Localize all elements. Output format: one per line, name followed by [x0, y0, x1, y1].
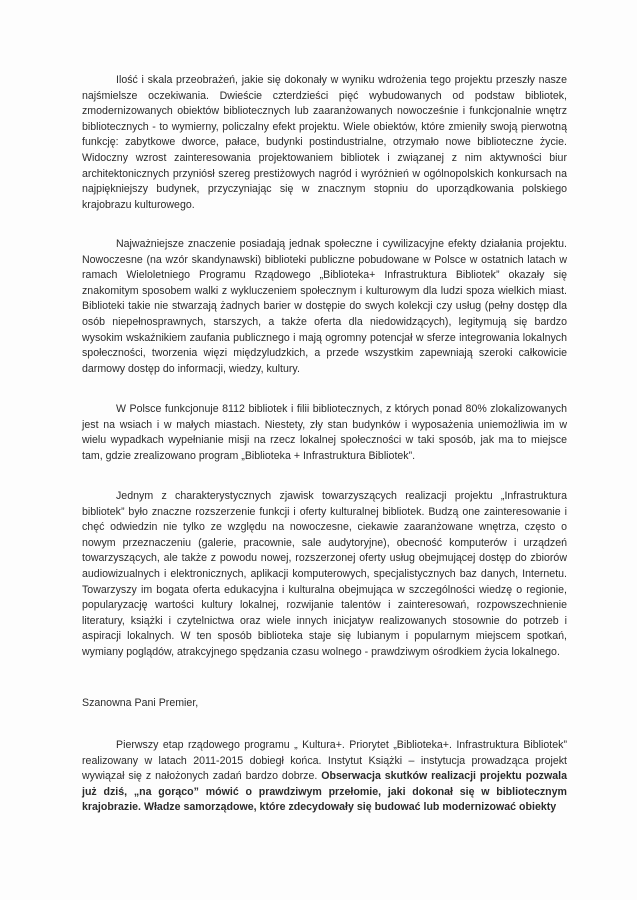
salutation	[82, 696, 567, 712]
paragraph-bold-segment: Obserwacja skutków realizacji projektu pozwala już dziś, „na gorąco” mówić o prawdziwym przełomie, jaki dokonał się w bibliotecznym krajobrazie. Władze samorządowe, które zdecydowały się budować lub modernizować obiekty	[82, 770, 567, 814]
paragraph-segment: Pierwszy etap rządowego programu „ Kultura+. Priorytet „Biblioteka+. Infrastruktura Bibliotek” realizowany w latach 2011-2015 dobiegł końca. Instytut Książki – instytucja prowadząca projekt wywiązał się z nałożonych zadań bardzo dobrze.	[82, 739, 567, 783]
paragraph-segment: Najważniejsze znaczenie posiadają jednak społeczne i cywilizacyjne efekty działania projektu. Nowoczesne (na wzór skandynawski) biblioteki publiczne pobudowane w Polsce w ostatnich latach w ramach Wieloletniego Programu Rządowego „Biblioteka+ Infrastruktura Bibliotek” okazały się znakomitym sposobem walki z wykluczeniem społecznym i kulturowym dla ludzi spoza wielkich miast. Biblioteki takie nie stwarzają żadnych barier w dostępie do swych kolekcji czy usług (pełny dostęp dla osób niepełnosprawnych, starszych, a także oferta dla niedowidzących), legitymują się bardzo wysokim wskaźnikiem zaufania publicznego i mają ogromny potencjał w sferze integrowania lokalnych społeczności, tworzenia więzi międzyludzkich, a przede wszystkim zapewniają szeroki całkowicie darmowy dostęp do informacji, wiedzy, kultury.	[82, 238, 567, 375]
paragraph-text	[82, 73, 567, 213]
paragraph-text	[82, 402, 567, 464]
paragraph-first-stage	[82, 738, 567, 816]
paragraph-segment: Jednym z charakterystycznych zjawisk towarzyszących realizacji projektu „Infrastruktura bibliotek” było znaczne rozszerzenie funkcji i oferty kulturalnej bibliotek. Budzą one zainteresowanie i chęć odwiedzin nie tylko ze względu na nowoczesne, ciekawie zaaranżowane wnętrza, często o nowym przeznaczeniu (galerie, pracownie, sale audytoryjne), obecność komputerów i urządzeń towarzyszących, ale także z powodu nowej, rozszerzonej oferty usług obejmującej dostęp do zbiorów audiowizualnych i elektronicznych, aplikacji komputerowych, specjalistycznych baz danych, Internetu. Towarzyszy im bogata oferta edukacyjna i kulturalna obejmująca w szczególności wiedzę o regionie, popularyzację wartości kultury lokalnej, rozwijanie talentów i zainteresowań, rozpowszechnienie literatury, książki i czytelnictwa oraz wiele innych inicjatyw realizowanych stosownie do potrzeb i aspiracji lokalnych. W ten sposób biblioteka staje się lubianym i popularnym miejscem spotkań, wymiany poglądów, atrakcyjnego spędzania czasu wolnego - prawdziwym ośrodkiem życia lokalnego.	[82, 490, 567, 658]
paragraph-text	[82, 738, 567, 816]
paragraph-library-count	[82, 402, 567, 464]
paragraph-segment: W Polsce funkcjonuje 8112 bibliotek i filii bibliotecznych, z których ponad 80% zlokalizowanych jest na wsiach i w małych miastach. Niestety, zły stan budynków i wyposażenia uniemożliwia im w wielu wypadkach wypełnianie misji na rzecz lokalnej społeczności w taki sposób, jak ma to miejsce tam, gdzie zrealizowano program „Biblioteka + Infrastruktura Bibliotek”.	[82, 403, 567, 462]
paragraph-social-effects	[82, 237, 567, 377]
paragraph-transformations	[82, 73, 567, 213]
paragraph-extended-offer	[82, 489, 567, 661]
paragraph-text	[82, 237, 567, 377]
paragraph-segment: Szanowna Pani Premier,	[82, 697, 199, 709]
paragraph-text	[82, 489, 567, 661]
paragraph-segment: Ilość i skala przeobrażeń, jakie się dokonały w wyniku wdrożenia tego projektu przeszły nasze najśmielsze oczekiwania. Dwieście czterdzieści pięć wybudowanych od podstaw bibliotek, zmodernizowanych obiektów bibliotecznych lub zaaranżowanych nowocześnie i funkcjonalnie wnętrz bibliotecznych - to wymierny, policzalny efekt projektu. Wiele obiektów, które zmieniły swoją pierwotną funkcję: zabytkowe dworce, pałace, budynki postindustrialne, otrzymało nowe biblioteczne życie. Widoczny wzrost zainteresowania projektowaniem bibliotek i związanej z nim aktywności biur architektonicznych przyniósł szereg prestiżowych nagród i wyróżnień w ogólnopolskich konkursach na najpiękniejszy budynek, przyczyniając się w znacznym stopniu do uporządkowania polskiego krajobrazu kulturowego.	[82, 74, 567, 211]
salutation-text	[82, 696, 567, 712]
